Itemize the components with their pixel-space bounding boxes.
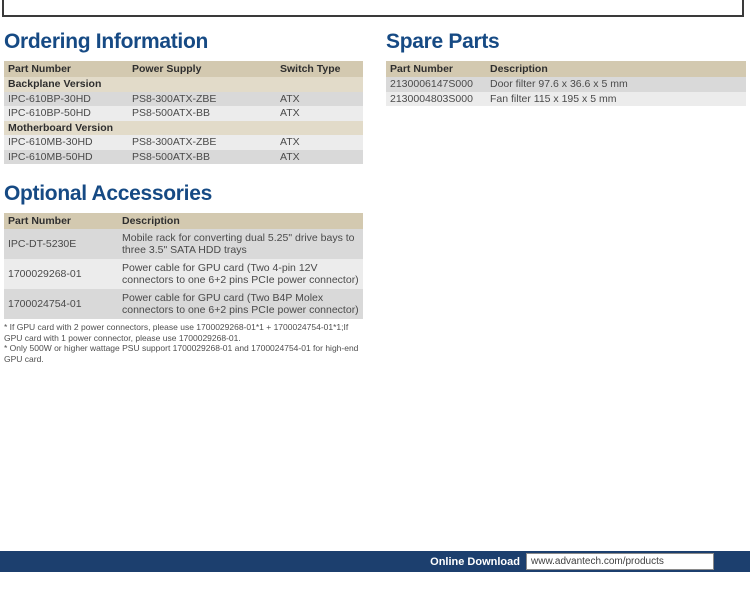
spare-parts-table bbox=[386, 61, 746, 106]
col-header-description: Description bbox=[486, 61, 746, 77]
switch-type-cell: ATX bbox=[276, 92, 363, 107]
optional-accessories-section bbox=[4, 182, 363, 364]
switch-type-cell: ATX bbox=[276, 135, 363, 150]
switch-type-cell: ATX bbox=[276, 106, 363, 121]
power-supply-cell: PS8-500ATX-BB bbox=[128, 106, 276, 121]
table-header-row bbox=[386, 61, 746, 77]
part-number-cell: 1700024754-01 bbox=[4, 289, 118, 319]
part-number-cell: IPC-610BP-30HD bbox=[4, 92, 128, 107]
power-supply-cell: PS8-500ATX-BB bbox=[128, 150, 276, 165]
table-row bbox=[386, 77, 746, 92]
group-label: Motherboard Version bbox=[4, 121, 363, 136]
ordering-information-title: Ordering Information bbox=[4, 30, 209, 53]
table-row bbox=[4, 259, 363, 289]
online-download-label: Online Download bbox=[430, 555, 520, 568]
part-number-cell: 2130004803S000 bbox=[386, 92, 486, 107]
part-number-cell: IPC-DT-5230E bbox=[4, 229, 118, 259]
ordering-information-table bbox=[4, 61, 363, 164]
previous-content-box-remnant bbox=[2, 0, 744, 17]
group-label: Backplane Version bbox=[4, 77, 363, 92]
table-row bbox=[4, 92, 363, 107]
col-header-part-number: Part Number bbox=[4, 61, 128, 77]
part-number-cell: 1700029268-01 bbox=[4, 259, 118, 289]
part-number-cell: IPC-610MB-50HD bbox=[4, 150, 128, 165]
spare-parts-section bbox=[386, 30, 746, 106]
table-row bbox=[4, 106, 363, 121]
col-header-switch-type: Switch Type bbox=[276, 61, 363, 77]
download-url[interactable]: www.advantech.com/products bbox=[526, 553, 714, 570]
table-row bbox=[4, 289, 363, 319]
optional-accessories-table bbox=[4, 213, 363, 319]
col-header-power-supply: Power Supply bbox=[128, 61, 276, 77]
col-header-description: Description bbox=[118, 213, 363, 229]
table-row bbox=[4, 229, 363, 259]
description-cell: Power cable for GPU card (Two 4-pin 12V connectors to one 6+2 pins PCIe power connector) bbox=[118, 259, 363, 289]
description-cell: Power cable for GPU card (Two B4P Molex connectors to one 6+2 pins PCIe power connector) bbox=[118, 289, 363, 319]
footnote: * If GPU card with 2 power connectors, please use 1700029268-01*1 + 1700024754-01*1;If GPU card with 1 power connector, please use 1700029268-01. bbox=[4, 322, 349, 343]
description-cell: Mobile rack for converting dual 5.25" drive bays to three 3.5" SATA HDD trays bbox=[118, 229, 363, 259]
col-header-part-number: Part Number bbox=[386, 61, 486, 77]
col-header-part-number: Part Number bbox=[4, 213, 118, 229]
description-cell: Door filter 97.6 x 36.6 x 5 mm bbox=[486, 77, 746, 92]
footer-bar bbox=[0, 551, 750, 572]
group-row bbox=[4, 121, 363, 136]
spare-parts-title: Spare Parts bbox=[386, 30, 500, 53]
table-header-row bbox=[4, 213, 363, 229]
group-row bbox=[4, 77, 363, 92]
table-row bbox=[4, 150, 363, 165]
power-supply-cell: PS8-300ATX-ZBE bbox=[128, 135, 276, 150]
part-number-cell: IPC-610MB-30HD bbox=[4, 135, 128, 150]
table-row bbox=[4, 135, 363, 150]
part-number-cell: 2130006147S000 bbox=[386, 77, 486, 92]
power-supply-cell: PS8-300ATX-ZBE bbox=[128, 92, 276, 107]
ordering-information-section bbox=[4, 30, 363, 164]
table-header-row bbox=[4, 61, 363, 77]
switch-type-cell: ATX bbox=[276, 150, 363, 165]
optional-accessories-title: Optional Accessories bbox=[4, 182, 212, 205]
description-cell: Fan filter 115 x 195 x 5 mm bbox=[486, 92, 746, 107]
table-row bbox=[386, 92, 746, 107]
footnotes bbox=[4, 322, 363, 364]
footnote: * Only 500W or higher wattage PSU support 1700029268-01 and 1700024754-01 for high-end GPU card. bbox=[4, 343, 359, 364]
part-number-cell: IPC-610BP-50HD bbox=[4, 106, 128, 121]
